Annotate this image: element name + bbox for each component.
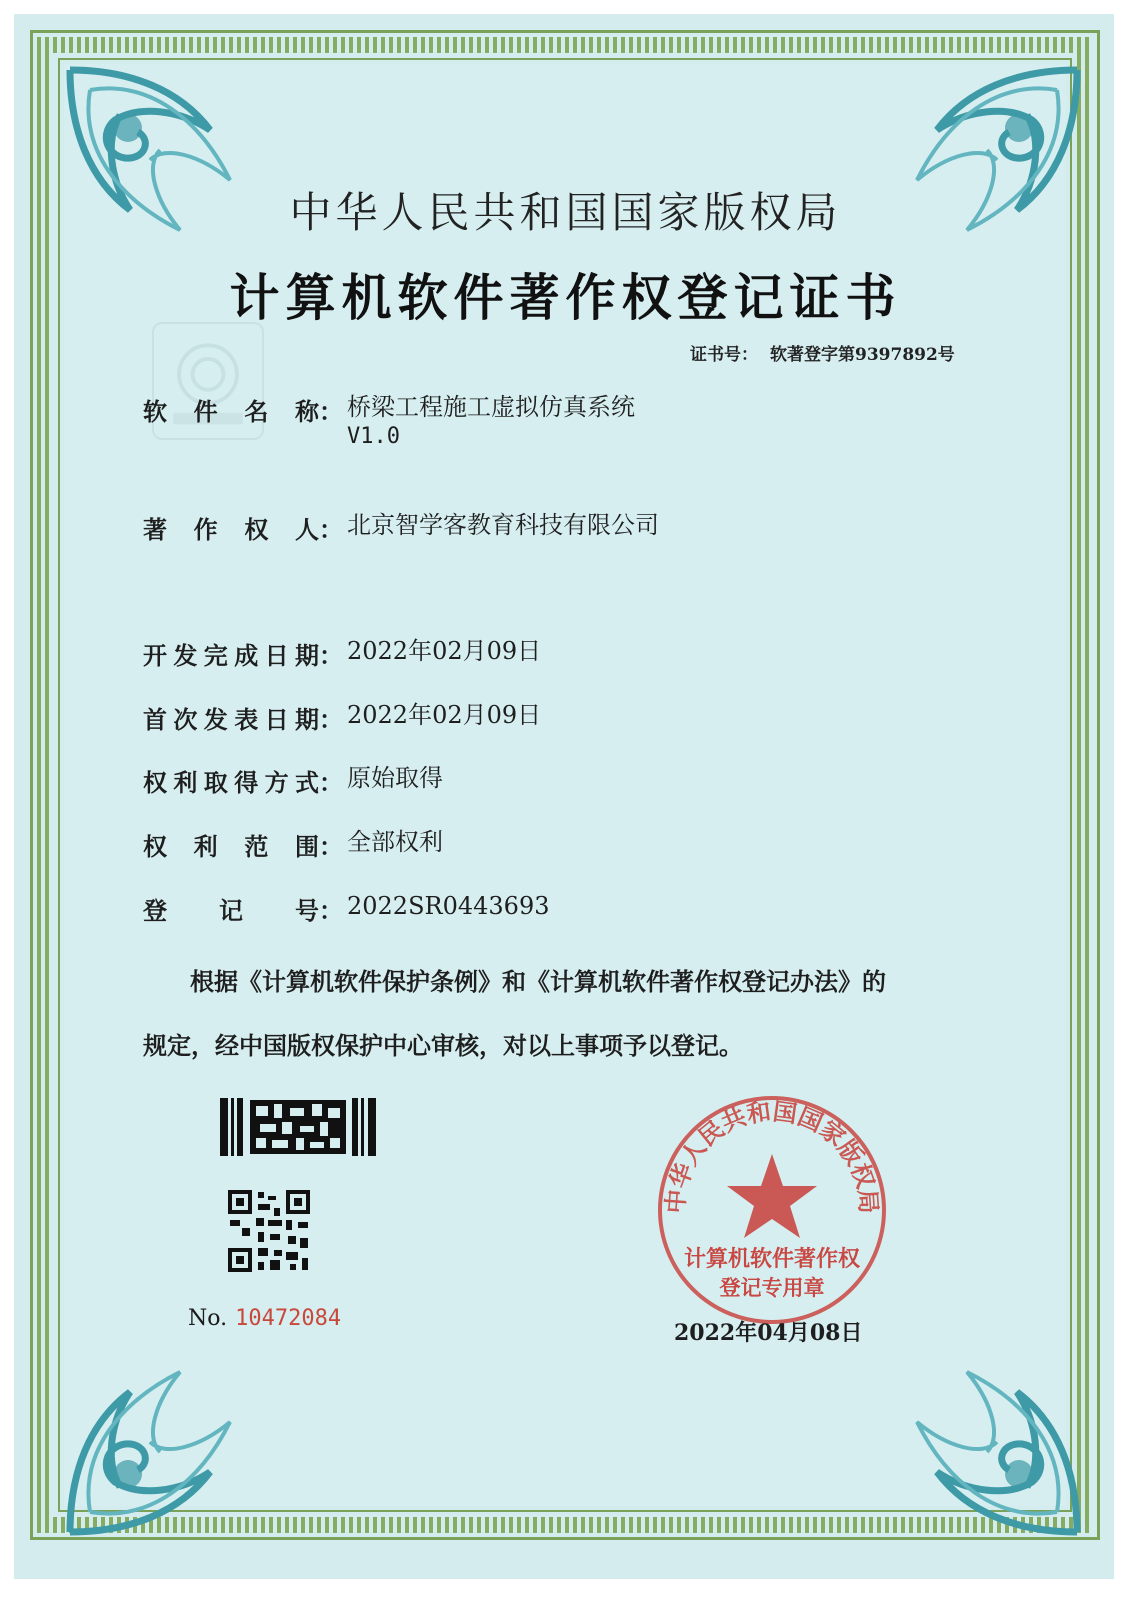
barcode-icon (220, 1098, 382, 1156)
field-software-name (143, 392, 635, 452)
certificate-number-value: 软著登字第9397892号 (770, 345, 955, 365)
statement-line-1: 根据《计算机软件保护条例》和《计算机软件著作权登记办法》的 (190, 967, 886, 996)
field-label: 开发完成日期 (143, 641, 319, 670)
serial-number-label: No. (188, 1306, 228, 1331)
serial-number-value: 10472084 (235, 1306, 342, 1331)
field-label: 著作权人 (143, 515, 319, 544)
field-colon: ： (319, 641, 343, 670)
field-label: 软件名称 (143, 397, 319, 426)
field-dev-date (143, 636, 541, 671)
field-colon: ： (319, 896, 343, 925)
corner-ornament-bottom-right (897, 1352, 1087, 1542)
field-value: 2022SR0443693 (347, 892, 550, 920)
field-scope (143, 827, 443, 862)
qr-code-icon (228, 1190, 310, 1272)
seal-text-line-2: 登记专用章 (719, 1275, 825, 1300)
field-value: 北京智学客教育科技有限公司 (347, 511, 659, 539)
issuing-agency: 中华人民共和国国家版权局 (289, 188, 842, 237)
field-pub-date (143, 700, 541, 735)
serial-number (188, 1306, 341, 1331)
field-value (347, 392, 635, 452)
field-value: 2022年02月09日 (347, 637, 542, 665)
field-colon: ： (319, 832, 343, 861)
field-colon: ： (319, 397, 343, 426)
issue-date: 2022年04月08日 (674, 1320, 863, 1346)
corner-ornament-bottom-left (60, 1352, 250, 1542)
field-colon: ： (319, 705, 343, 734)
field-value: 全部权利 (347, 828, 443, 856)
field-value: 2022年02月09日 (347, 701, 542, 729)
certificate-title: 计算机软件著作权登记证书 (229, 268, 902, 327)
field-label: 权利范围 (143, 832, 319, 861)
field-owner (143, 510, 659, 545)
field-colon: ： (319, 515, 343, 544)
field-acquire-method (143, 763, 443, 798)
field-label: 首次发表日期 (143, 705, 319, 734)
field-label: 登记号 (143, 896, 319, 925)
seal-text-line-1: 计算机软件著作权 (683, 1246, 860, 1272)
field-registration-number (143, 891, 549, 926)
software-name-value: 桥梁工程施工虚拟仿真系统 (347, 393, 635, 421)
software-version: V1.0 (347, 424, 400, 449)
svg-text:中华人民共和国国家版权局: 中华人民共和国国家版权局 (661, 1097, 883, 1215)
certificate-number-label: 证书号： (690, 345, 758, 365)
field-label: 权利取得方式 (143, 768, 319, 797)
certificate-number (690, 340, 955, 365)
field-value: 原始取得 (347, 764, 443, 792)
field-colon: ： (319, 768, 343, 797)
statement-line-2: 规定，经中国版权保护中心审核，对以上事项予以登记。 (143, 1031, 743, 1060)
